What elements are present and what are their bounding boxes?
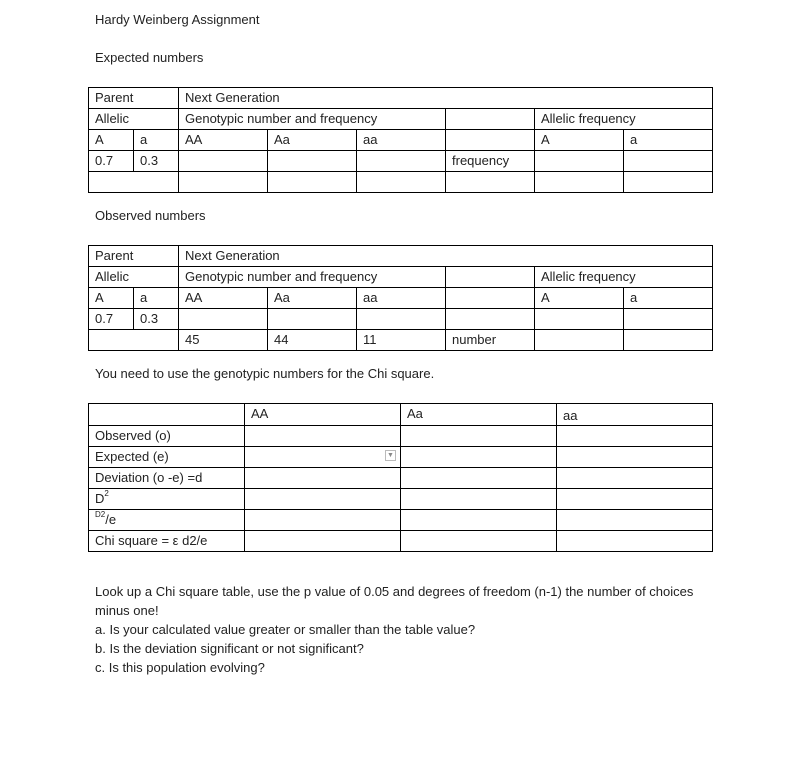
d2-superscript: 2 <box>104 489 109 498</box>
chi-instruction: You need to use the genotypic numbers for the Chi square. <box>95 366 435 381</box>
p-value[interactable]: 0.7 <box>89 151 134 172</box>
table-cell[interactable] <box>245 531 401 552</box>
genotype-Aa-header[interactable]: Aa <box>268 130 357 151</box>
table-cell[interactable] <box>446 109 535 130</box>
table-cell[interactable] <box>401 489 557 510</box>
questions-intro: Look up a Chi square table, use the p value of 0.05 and degrees of freedom (n-1) the number of choices minus one! <box>95 584 694 618</box>
genotype-aa-header[interactable]: aa <box>357 130 446 151</box>
q-value[interactable]: 0.3 <box>134 151 179 172</box>
q-value[interactable]: 0.3 <box>134 309 179 330</box>
table-cell[interactable] <box>624 309 713 330</box>
row-d2-label[interactable] <box>89 489 245 510</box>
table-cell[interactable] <box>624 151 713 172</box>
table-row <box>89 151 713 172</box>
row-deviation-label[interactable]: Deviation (o -e) =d <box>89 468 245 489</box>
row-observed-label[interactable]: Observed (o) <box>89 426 245 447</box>
table-row <box>89 309 713 330</box>
chi-col-AA[interactable]: AA <box>245 404 401 426</box>
d2-base: D <box>95 491 105 506</box>
table-cell[interactable] <box>89 172 179 193</box>
table-cell[interactable] <box>446 288 535 309</box>
table-cell[interactable] <box>401 531 557 552</box>
table-cell[interactable] <box>89 404 245 426</box>
frequency-label[interactable]: frequency <box>446 151 535 172</box>
table-cell[interactable] <box>535 151 624 172</box>
freq-A-header[interactable]: A <box>535 130 624 151</box>
table-cell[interactable] <box>179 172 268 193</box>
table-row <box>89 468 713 489</box>
row-expected-label[interactable]: Expected (e) <box>89 447 245 468</box>
table-cell[interactable] <box>268 172 357 193</box>
table-cell[interactable] <box>446 172 535 193</box>
genotypic-header[interactable]: Genotypic number and frequency <box>179 267 446 288</box>
expected-table <box>88 87 713 193</box>
question-b: b. Is the deviation significant or not significant? <box>95 641 364 656</box>
table-cell[interactable] <box>446 309 535 330</box>
table-cell[interactable] <box>401 510 557 531</box>
table-row <box>89 531 713 552</box>
table-row <box>89 489 713 510</box>
table-row <box>89 288 713 309</box>
parent-header[interactable]: Parent <box>89 88 179 109</box>
table-cell[interactable] <box>446 267 535 288</box>
table-cell[interactable] <box>557 510 713 531</box>
table-row <box>89 109 713 130</box>
table-row <box>89 404 713 426</box>
table-cell[interactable] <box>401 426 557 447</box>
row-chi-label[interactable]: Chi square = ε d2/e <box>89 531 245 552</box>
table-cell[interactable] <box>245 426 401 447</box>
genotype-aa-header[interactable]: aa <box>357 288 446 309</box>
table-row <box>89 426 713 447</box>
next-generation-header[interactable]: Next Generation <box>179 246 713 267</box>
table-row <box>89 172 713 193</box>
expected-dropdown-cell[interactable] <box>245 447 401 468</box>
allelic-frequency-header[interactable]: Allelic frequency <box>535 267 713 288</box>
table-row <box>89 88 713 109</box>
table-cell[interactable] <box>245 489 401 510</box>
table-cell[interactable] <box>401 447 557 468</box>
table-cell[interactable] <box>89 330 179 351</box>
d2e-superscript: D2 <box>95 510 106 519</box>
allele-A-header[interactable]: A <box>89 130 134 151</box>
observed-table <box>88 245 713 351</box>
question-c: c. Is this population evolving? <box>95 660 265 675</box>
allele-a-header[interactable]: a <box>134 130 179 151</box>
genotype-Aa-header[interactable]: Aa <box>268 288 357 309</box>
questions-block <box>95 582 725 677</box>
number-label[interactable]: number <box>446 330 535 351</box>
p-value[interactable]: 0.7 <box>89 309 134 330</box>
table-cell[interactable] <box>557 468 713 489</box>
allelic-frequency-header[interactable]: Allelic frequency <box>535 109 713 130</box>
table-cell[interactable] <box>557 426 713 447</box>
freq-A-header[interactable]: A <box>535 288 624 309</box>
table-cell[interactable] <box>624 330 713 351</box>
chi-col-aa[interactable]: aa <box>557 404 713 426</box>
document-title: Hardy Weinberg Assignment <box>95 12 260 27</box>
question-a: a. Is your calculated value greater or smaller than the table value? <box>95 622 476 637</box>
freq-a-header[interactable]: a <box>624 130 713 151</box>
table-row <box>89 447 713 468</box>
table-row <box>89 246 713 267</box>
freq-a-header[interactable]: a <box>624 288 713 309</box>
allelic-header[interactable]: Allelic <box>89 267 179 288</box>
count-Aa[interactable]: 44 <box>268 330 357 351</box>
next-generation-header[interactable]: Next Generation <box>179 88 713 109</box>
table-row <box>89 510 713 531</box>
table-cell[interactable] <box>357 151 446 172</box>
parent-header[interactable]: Parent <box>89 246 179 267</box>
table-row <box>89 330 713 351</box>
table-cell[interactable] <box>535 172 624 193</box>
row-d2e-label[interactable] <box>89 510 245 531</box>
observed-heading: Observed numbers <box>95 208 206 223</box>
table-cell[interactable] <box>357 172 446 193</box>
table-cell[interactable] <box>557 489 713 510</box>
table-cell[interactable] <box>268 309 357 330</box>
allelic-header[interactable]: Allelic <box>89 109 179 130</box>
table-cell[interactable] <box>357 309 446 330</box>
allele-a-header[interactable]: a <box>134 288 179 309</box>
chi-square-table <box>88 403 713 552</box>
genotypic-header[interactable]: Genotypic number and frequency <box>179 109 446 130</box>
table-row <box>89 130 713 151</box>
table-cell[interactable] <box>401 468 557 489</box>
table-cell[interactable] <box>245 468 401 489</box>
expected-heading: Expected numbers <box>95 50 204 65</box>
genotype-AA-header[interactable]: AA <box>179 288 268 309</box>
chi-col-Aa[interactable]: Aa <box>401 404 557 426</box>
table-cell[interactable] <box>624 172 713 193</box>
table-cell[interactable] <box>446 130 535 151</box>
count-AA[interactable]: 45 <box>179 330 268 351</box>
table-cell[interactable] <box>535 330 624 351</box>
count-aa[interactable]: 11 <box>357 330 446 351</box>
d2e-rest: /e <box>105 512 117 527</box>
table-row <box>89 267 713 288</box>
table-cell[interactable] <box>179 309 268 330</box>
table-cell[interactable] <box>535 309 624 330</box>
table-cell[interactable] <box>268 151 357 172</box>
table-cell[interactable] <box>245 510 401 531</box>
table-cell[interactable] <box>557 447 713 468</box>
table-cell[interactable] <box>557 531 713 552</box>
table-cell[interactable] <box>179 151 268 172</box>
genotype-AA-header[interactable]: AA <box>179 130 268 151</box>
dropdown-arrow-icon[interactable]: ▼ <box>385 450 396 461</box>
allele-A-header[interactable]: A <box>89 288 134 309</box>
